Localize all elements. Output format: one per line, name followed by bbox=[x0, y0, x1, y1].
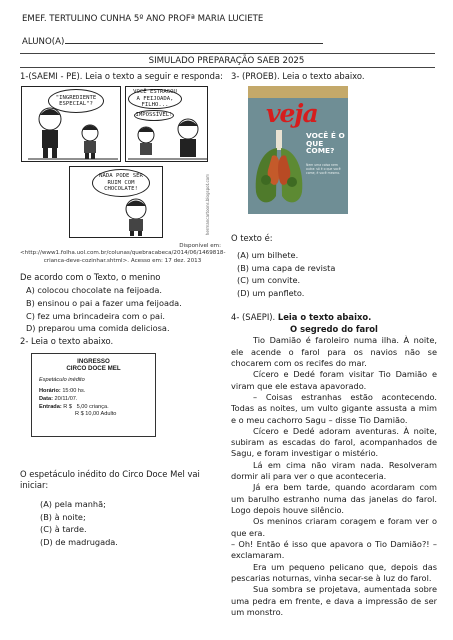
story-paragraph: Tio Damião é faroleiro numa ilha. À noite, ele acende o farol para os navios não se chocarem com os recifes do mar. bbox=[231, 335, 437, 368]
q2-prompt: 2- Leia o texto abaixo. bbox=[20, 336, 114, 347]
boy-illustration bbox=[114, 197, 158, 237]
q2-options bbox=[20, 499, 225, 548]
ticket-date-label: Data: bbox=[39, 396, 53, 402]
story-paragraph: Já era bem tarde, quando acordaram com um barulho estranho numa das janelas do farol. Logo depois houve silêncio. bbox=[231, 482, 437, 515]
q1-option-d[interactable]: D) preparou uma comida deliciosa. bbox=[26, 323, 170, 334]
magazine-headline: VOCÊ É O QUE COME? bbox=[306, 130, 345, 156]
lungs-food-illustration bbox=[252, 130, 306, 212]
q4-prompt-number: 4- (SAEPI). bbox=[231, 312, 278, 323]
q1-option-c[interactable]: C) fez uma brincadeira com o pai. bbox=[26, 310, 165, 321]
story-title: O segredo do farol bbox=[290, 324, 378, 335]
ticket-title-1: INGRESSO bbox=[77, 358, 110, 366]
ticket-date-row bbox=[39, 396, 148, 404]
school-header: EMEF. TERTULINO CUNHA 5º ANO PROFª MARIA LUCIETE bbox=[22, 14, 264, 24]
story-paragraph: Os meninos criaram coragem e foram ver o que era. bbox=[231, 516, 437, 538]
title-divider bbox=[20, 67, 435, 68]
q3-prompt: 3- (PROEB). Leia o texto abaixo. bbox=[231, 71, 365, 81]
exam-title: SIMULADO PREPARAÇÃO SAEB 2025 bbox=[148, 56, 305, 66]
comic-balloon-4: NADA PODE SER RUIM COM CHOCOLATE! bbox=[92, 169, 150, 197]
ticket-price-label: Entrada: bbox=[39, 403, 62, 410]
header-divider bbox=[20, 53, 435, 54]
comic-balloon-3: IMPOSSÍVEL! bbox=[134, 110, 174, 121]
comic-balloon-1: "INGREDIENTE ESPECIAL"? bbox=[48, 89, 104, 113]
ticket-time-label: Horário: bbox=[39, 388, 61, 395]
ticket-price-child: R $ 5,00 criança. bbox=[61, 403, 109, 410]
magazine-logo: veja bbox=[266, 98, 318, 128]
student-name-field bbox=[22, 35, 323, 48]
q1-option-a[interactable]: A) colocou chocolate na feijoada. bbox=[26, 285, 162, 296]
q3-options bbox=[231, 250, 437, 299]
q1-source bbox=[20, 243, 225, 266]
q2-option-c[interactable]: (C) à tarde. bbox=[40, 524, 87, 535]
q4-prompt-instruction: Leia o texto abaixo. bbox=[277, 312, 372, 323]
q3-question: O texto é: bbox=[231, 232, 273, 243]
magazine-blurb: Nem uma coisa nem outra: só é o que você come, é você mesmo. bbox=[306, 162, 341, 175]
q2-option-d[interactable]: (D) de madrugada. bbox=[40, 536, 118, 547]
story-paragraph: Cícero e Dedé adoram aventuras. À noite, subiram as escadas do farol, acompanhados de Sagu, e foram investigar o mistério. bbox=[231, 425, 437, 459]
story-paragraph: – Oh! Então é isso que apavora o Tio Damião?! – exclamaram. bbox=[231, 538, 437, 561]
father-and-boy-illustration bbox=[28, 103, 118, 161]
comic-panel-1 bbox=[21, 86, 121, 162]
story-paragraph: Cícero e Dedé foram visitar Tio Damião e viram que ele estava apavorado. bbox=[231, 369, 437, 391]
ticket-time-row bbox=[39, 388, 148, 396]
comic-panel-2 bbox=[125, 86, 208, 162]
q1-stem: De acordo com o Texto, o menino bbox=[20, 271, 161, 282]
story-text bbox=[231, 335, 437, 618]
student-name-label: ALUNO(A) bbox=[22, 37, 65, 47]
ticket-title-2: CIRCO DOCE MEL bbox=[66, 365, 121, 373]
right-column bbox=[231, 71, 437, 618]
story-paragraph: – Coisas estranhas estão acontecendo. Todas as noites, um vulto gigante assusta a mim e o meu cachorro Sagu – disse Tio Damião. bbox=[231, 391, 437, 425]
q2-option-a[interactable]: (A) pela manhã; bbox=[40, 498, 106, 509]
q3-option-a[interactable]: (A) um bilhete. bbox=[237, 249, 299, 260]
source-line-1: Disponível em: bbox=[179, 242, 221, 249]
comic-strip bbox=[21, 86, 208, 239]
q2-option-b[interactable]: (B) à noite; bbox=[40, 511, 86, 522]
q3-option-d[interactable]: (D) um panfleto. bbox=[237, 287, 305, 298]
story-paragraph: Lá em cima não viram nada. Resolveram dormir ali para ver o que aconteceria. bbox=[231, 459, 437, 482]
q4-prompt bbox=[231, 312, 437, 323]
comic-credit: hermancartoons.blogspot.com bbox=[204, 173, 210, 236]
ticket-price-row bbox=[39, 404, 148, 412]
magazine-top-band bbox=[248, 86, 348, 98]
father-and-boy-illustration-2 bbox=[128, 117, 208, 161]
comic-panel-3 bbox=[69, 166, 163, 238]
ticket-time-value: 15:00 hs. bbox=[60, 388, 86, 395]
left-column bbox=[20, 71, 225, 550]
q2-question: O espetáculo inédito do Circo Doce Mel vai iniciar: bbox=[20, 469, 200, 490]
story-paragraph: Era um pequeno pelicano que, depois das pescarias noturnas, vinha secar-se à luz do farol. bbox=[231, 561, 437, 583]
q3-option-b[interactable]: (B) uma capa de revista bbox=[237, 262, 336, 273]
ticket-price-adult: R $ 10,00 Adulto bbox=[75, 411, 117, 418]
ticket-subtitle: Espetáculo inédito bbox=[39, 376, 85, 383]
story-paragraph: Sua sombra se projetava, aumentada sobre uma pedra em frente, e dava a impressão de ser um monstro. bbox=[231, 584, 437, 617]
student-name-line bbox=[65, 35, 323, 44]
source-line-2: <http://www1.folha.uol.com.br/colunas/quebracabeca/2014/06/1469818- bbox=[20, 250, 226, 257]
q1-options bbox=[20, 285, 225, 334]
circus-ticket bbox=[31, 353, 156, 437]
source-line-3: crianca-deve-cozinhar.shtml>. Acesso em: 17 dez. 2013 bbox=[43, 258, 202, 265]
q1-option-b[interactable]: B) ensinou o pai a fazer uma feijoada. bbox=[26, 298, 182, 309]
ticket-date-value: 20/11/07. bbox=[53, 396, 78, 402]
q1-prompt: 1-(SAEMI - PE). Leia o texto a seguir e responda: bbox=[20, 71, 223, 81]
q3-option-c[interactable]: (C) um convite. bbox=[237, 275, 301, 286]
comic-balloon-2: VOCÊ ESTRAGOU A FEIJOADA, FILHO... bbox=[128, 89, 182, 109]
magazine-cover bbox=[248, 86, 348, 214]
